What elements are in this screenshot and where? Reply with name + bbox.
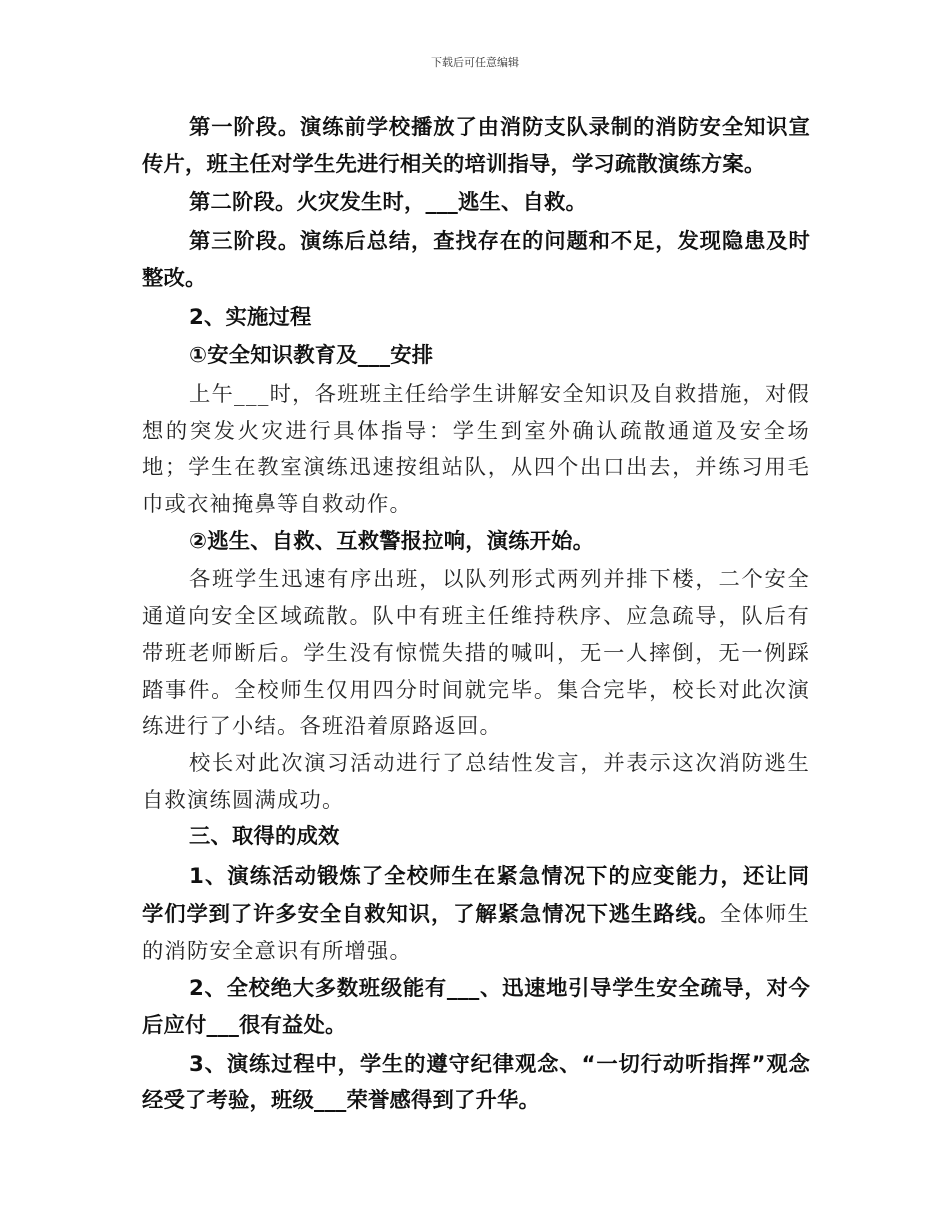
- heading-safety-education: ①安全知识教育及___安排: [189, 343, 434, 369]
- paragraph-morning-instruction: 上午___时，各班班主任给学生讲解安全知识及自救措施，对假想的突发火灾进行具体指导：学生到室外确认疏散通道及安全场地；学生在教室演练迅速按组站队，从四个出口出去，并练习用毛巾或衣袖掩鼻等自救动作。: [142, 381, 810, 518]
- page-header-note: 下载后可任意编辑: [431, 56, 519, 69]
- heading-implementation-process: 2、实施过程: [189, 304, 312, 330]
- heading-alarm-sounds: ②逃生、自救、互救警报拉响，演练开始。: [189, 528, 595, 554]
- paragraph-stage-one: 第一阶段。演练前学校播放了由消防支队录制的消防安全知识宣传片，班主任对学生先进行相关的培训指导，学习疏散演练方案。: [142, 115, 810, 177]
- paragraph-achievement-one: [142, 858, 810, 971]
- paragraph-stage-two: 第二阶段。火灾发生时，___逃生、自救。: [189, 190, 587, 216]
- paragraph-achievement-three: 3、演练过程中，学生的遵守纪律观念、“一切行动听指挥”观念经受了考验，班级___荣誉感得到了升华。: [142, 1051, 810, 1114]
- heading-achievements: 三、取得的成效: [189, 824, 340, 850]
- paragraph-principal-summary: 校长对此次演习活动进行了总结性发言，并表示这次消防逃生自救演练圆满成功。: [142, 750, 810, 813]
- achievement-one-tail: 全体师生的消防安全意识有所增强。: [142, 901, 810, 965]
- paragraph-achievement-two: 2、全校绝大多数班级能有___、迅速地引导学生安全疏导，对今后应付___很有益处。: [142, 976, 810, 1038]
- paragraph-stage-three: 第三阶段。演练后总结，查找存在的问题和不足，发现隐患及时整改。: [142, 229, 810, 291]
- achievement-one-main: 1、演练活动锻炼了全校师生在紧急情况下的应变能力，还让同学们学到了许多安全自救知识，了解紧急情况下逃生路线。: [142, 864, 810, 927]
- paragraph-evacuation: 各班学生迅速有序出班，以队列形式两列并排下楼，二个安全通道向安全区域疏散。队中有班主任维持秩序、应急疏导，队后有带班老师断后。学生没有惊慌失措的喊叫，无一人摔倒，无一例踩踏事件。全校师生仅用四分时间就完毕。集合完毕，校长对此次演练进行了小结。各班沿着原路返回。: [142, 567, 810, 740]
- document-body: [142, 110, 810, 1122]
